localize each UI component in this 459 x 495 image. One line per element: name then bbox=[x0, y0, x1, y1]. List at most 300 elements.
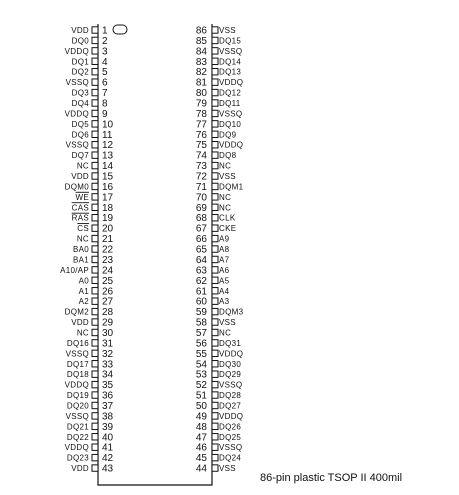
pin-pad bbox=[212, 402, 218, 408]
pin-50 bbox=[196, 401, 241, 412]
pin-pad bbox=[92, 381, 98, 387]
pin-64 bbox=[196, 255, 230, 266]
pin-number: 80 bbox=[195, 88, 207, 100]
pin-pad bbox=[92, 350, 98, 356]
pin-label: DQ20 bbox=[66, 401, 89, 411]
pin-21 bbox=[77, 234, 114, 245]
pin-63 bbox=[196, 265, 230, 276]
pin-number: 37 bbox=[102, 400, 114, 412]
pin-38 bbox=[66, 411, 114, 422]
pin-pad bbox=[212, 267, 218, 273]
pin-pad bbox=[212, 142, 218, 148]
pin-number: 17 bbox=[102, 192, 114, 204]
pin-11 bbox=[72, 130, 113, 141]
pin-pad bbox=[92, 402, 98, 408]
pin-66 bbox=[196, 234, 230, 245]
pin-number: 79 bbox=[195, 98, 207, 110]
pin-number: 59 bbox=[195, 307, 207, 319]
pin-label: VDD bbox=[71, 172, 89, 182]
pin-number: 23 bbox=[102, 254, 114, 266]
pin-label: DQ27 bbox=[219, 401, 242, 411]
pin-76 bbox=[196, 130, 237, 141]
pin-83 bbox=[196, 57, 241, 68]
pin-label: DQ30 bbox=[219, 359, 242, 369]
pin-number: 69 bbox=[195, 202, 207, 214]
pin-pad bbox=[92, 152, 98, 158]
pin-35 bbox=[65, 380, 114, 391]
pin-label: NC bbox=[219, 161, 232, 171]
pin-52 bbox=[196, 380, 243, 391]
pin-label: DQ22 bbox=[66, 432, 89, 442]
pin-51 bbox=[196, 391, 241, 402]
pin-label: DQ24 bbox=[219, 453, 242, 463]
pin-label: A8 bbox=[219, 245, 230, 255]
pin-15 bbox=[71, 172, 113, 183]
pin-pad bbox=[92, 131, 98, 137]
pin-label: NC bbox=[219, 328, 232, 338]
pin-label: DQ8 bbox=[219, 151, 237, 161]
pin-pad bbox=[212, 308, 218, 314]
pin-16 bbox=[65, 182, 114, 193]
pin-17 bbox=[76, 192, 114, 203]
pin-pad bbox=[92, 288, 98, 294]
pin-1 bbox=[71, 26, 108, 37]
pin-84 bbox=[196, 46, 243, 57]
pin-pad bbox=[212, 225, 218, 231]
pin-label: VSSQ bbox=[219, 109, 243, 119]
pin-number: 75 bbox=[195, 140, 207, 152]
pin-label: DQ16 bbox=[66, 338, 89, 348]
pin-label: DQ18 bbox=[66, 370, 89, 380]
pin-26 bbox=[79, 286, 114, 297]
pin-pad bbox=[212, 162, 218, 168]
pin-45 bbox=[196, 453, 241, 464]
pin-label: BA1 bbox=[72, 255, 89, 265]
pin-number: 21 bbox=[102, 234, 114, 246]
pin-pad bbox=[212, 392, 218, 398]
pin-pad bbox=[212, 110, 218, 116]
pin-number: 55 bbox=[195, 348, 207, 360]
pin-77 bbox=[196, 119, 241, 130]
pin-label: DQ12 bbox=[219, 88, 242, 98]
pin-label: DQ14 bbox=[219, 57, 242, 67]
pin-label: DQ23 bbox=[66, 453, 89, 463]
pin-number: 35 bbox=[102, 380, 114, 392]
pin-number: 25 bbox=[102, 275, 114, 287]
pin-number: 36 bbox=[102, 390, 114, 402]
pin-pad bbox=[212, 465, 218, 471]
pin-pad bbox=[212, 340, 218, 346]
pin-23 bbox=[73, 255, 114, 266]
pin-pad bbox=[212, 246, 218, 252]
pin-19 bbox=[72, 213, 114, 224]
pin-number: 13 bbox=[102, 150, 114, 162]
pin-53 bbox=[196, 370, 241, 381]
pin-label: DQM1 bbox=[219, 182, 244, 192]
pin-5 bbox=[72, 67, 108, 78]
pin-62 bbox=[196, 276, 230, 287]
pin-label: VDDQ bbox=[219, 78, 244, 88]
package-caption: 86-pin plastic TSOP II 400mil bbox=[260, 472, 403, 484]
pin-label: NC bbox=[76, 234, 89, 244]
pin-46 bbox=[196, 443, 243, 454]
pin-number: 38 bbox=[102, 411, 114, 423]
pin-label: DQ2 bbox=[71, 67, 89, 77]
pin-47 bbox=[196, 432, 241, 443]
pin-number: 15 bbox=[102, 171, 114, 183]
pin-71 bbox=[196, 182, 244, 193]
pin-label: A6 bbox=[219, 265, 230, 275]
pin-9 bbox=[65, 109, 108, 120]
pin-number: 64 bbox=[195, 254, 207, 266]
pin-number: 10 bbox=[102, 119, 114, 131]
pin-label: DQ7 bbox=[71, 151, 89, 161]
pin-number: 53 bbox=[195, 369, 207, 381]
pin-label: DQ9 bbox=[219, 130, 237, 140]
pin-pad bbox=[92, 256, 98, 262]
pin-70 bbox=[196, 192, 231, 203]
pin-label: DQ5 bbox=[71, 119, 89, 129]
pin-label: BA0 bbox=[72, 245, 89, 255]
pin-label: VDDQ bbox=[219, 140, 244, 150]
pin-label: CAS bbox=[71, 203, 89, 213]
pin-58 bbox=[196, 318, 236, 329]
pin-number: 70 bbox=[195, 192, 207, 204]
pin-number: 84 bbox=[195, 46, 207, 58]
pin-number: 85 bbox=[195, 35, 207, 47]
pin-73 bbox=[196, 161, 231, 172]
pin-pad bbox=[92, 246, 98, 252]
pin-number: 5 bbox=[102, 67, 108, 79]
pin-number: 73 bbox=[195, 161, 207, 173]
pin-pad bbox=[92, 173, 98, 179]
pin-number: 63 bbox=[195, 265, 207, 277]
pin-69 bbox=[196, 203, 231, 214]
pin-34 bbox=[67, 370, 114, 381]
pin-44 bbox=[196, 464, 236, 475]
pin-pad bbox=[212, 100, 218, 106]
pin-pad bbox=[92, 100, 98, 106]
pin-label: DQ31 bbox=[219, 338, 242, 348]
pin-label: VDD bbox=[71, 26, 89, 35]
pin-number: 9 bbox=[102, 108, 108, 120]
pin-label: A5 bbox=[219, 276, 230, 286]
pin-pad bbox=[212, 58, 218, 64]
pin-label: NC bbox=[76, 328, 89, 338]
pin-pad bbox=[212, 152, 218, 158]
pin-pad bbox=[212, 434, 218, 440]
pin-56 bbox=[196, 338, 241, 349]
pin-number: 56 bbox=[195, 338, 207, 350]
pin-67 bbox=[196, 224, 236, 235]
pin-number: 1 bbox=[102, 25, 108, 37]
pin-pad bbox=[92, 204, 98, 210]
pin-number: 41 bbox=[102, 442, 114, 454]
pin-number: 66 bbox=[195, 234, 207, 246]
pin-number: 8 bbox=[102, 98, 108, 110]
pin-pad bbox=[212, 235, 218, 241]
pin-pad bbox=[92, 308, 98, 314]
pin-pad bbox=[212, 89, 218, 95]
pin-54 bbox=[196, 359, 241, 370]
pin-number: 72 bbox=[195, 171, 207, 183]
pin-42 bbox=[67, 453, 114, 464]
pin-8 bbox=[72, 99, 108, 110]
pin-label: VDDQ bbox=[64, 443, 89, 453]
pin-label: VSS bbox=[219, 464, 236, 474]
pin-pad bbox=[212, 131, 218, 137]
pin-pad bbox=[212, 361, 218, 367]
pin-label: A0 bbox=[78, 276, 89, 286]
pin-55 bbox=[196, 349, 243, 360]
pin-82 bbox=[196, 67, 241, 78]
pin-85 bbox=[196, 36, 241, 47]
pin-pad bbox=[212, 194, 218, 200]
pin-label: DQ21 bbox=[66, 422, 89, 432]
pin-label: VDDQ bbox=[219, 349, 244, 359]
pin-number: 40 bbox=[102, 432, 114, 444]
pin-label: DQ17 bbox=[66, 359, 89, 369]
pin-label: RAS bbox=[71, 213, 89, 223]
pin-pad bbox=[212, 350, 218, 356]
pin-pad bbox=[92, 277, 98, 283]
pin-number: 11 bbox=[102, 129, 113, 141]
pin-number: 30 bbox=[102, 327, 114, 339]
pin-pad bbox=[92, 27, 98, 33]
pin-39 bbox=[67, 422, 114, 433]
pin-pad bbox=[212, 319, 218, 325]
pin-2 bbox=[72, 36, 108, 47]
pin-49 bbox=[196, 411, 243, 422]
pin-pad bbox=[92, 361, 98, 367]
pin-32 bbox=[66, 349, 114, 360]
pin-number: 47 bbox=[195, 432, 207, 444]
pin-number: 19 bbox=[102, 213, 114, 225]
pin-30 bbox=[77, 328, 114, 339]
pin-number: 78 bbox=[195, 108, 207, 120]
pin-86 bbox=[196, 26, 236, 37]
pin-label: VSSQ bbox=[65, 140, 89, 150]
pin-pad bbox=[212, 121, 218, 127]
pin1-notch-icon bbox=[113, 25, 127, 34]
pin-number: 77 bbox=[195, 119, 207, 131]
pin-number: 65 bbox=[195, 244, 207, 256]
pin-81 bbox=[196, 78, 243, 89]
pin-pad bbox=[212, 69, 218, 75]
pin-label: NC bbox=[219, 192, 232, 202]
pin-number: 42 bbox=[102, 453, 114, 465]
pin-25 bbox=[79, 276, 114, 287]
pin-pad bbox=[92, 215, 98, 221]
pin-pad bbox=[212, 413, 218, 419]
pin-number: 32 bbox=[102, 348, 114, 360]
pin-label: VDDQ bbox=[64, 380, 89, 390]
pin-number: 54 bbox=[195, 359, 207, 371]
pin-number: 82 bbox=[195, 67, 207, 79]
pin-number: 7 bbox=[102, 88, 108, 100]
pin-number: 51 bbox=[195, 390, 207, 402]
pin-label: VSS bbox=[219, 26, 236, 35]
pin-pad bbox=[92, 371, 98, 377]
pin-72 bbox=[196, 172, 236, 183]
pin-label: DQ13 bbox=[219, 67, 242, 77]
pin-label: CLK bbox=[219, 213, 236, 223]
pin-number: 57 bbox=[195, 327, 207, 339]
pin-label: DQ15 bbox=[219, 36, 242, 46]
pin-pad bbox=[92, 162, 98, 168]
pin-41 bbox=[65, 443, 114, 454]
pin-74 bbox=[196, 151, 237, 162]
pin-14 bbox=[77, 161, 114, 172]
pin-number: 20 bbox=[102, 223, 114, 235]
pin-label: VSSQ bbox=[65, 349, 89, 359]
right-pin-column bbox=[196, 26, 244, 475]
pin-60 bbox=[196, 297, 230, 308]
pin-48 bbox=[196, 422, 241, 433]
pin-pad bbox=[212, 215, 218, 221]
pin-12 bbox=[66, 140, 114, 151]
pin-label: DQM0 bbox=[64, 182, 89, 192]
pin-10 bbox=[72, 119, 114, 130]
pin-number: 24 bbox=[102, 265, 114, 277]
pin-label: VSS bbox=[219, 318, 236, 328]
pin-3 bbox=[65, 46, 108, 57]
pin-number: 43 bbox=[102, 463, 114, 475]
pin-pad bbox=[212, 204, 218, 210]
pin-label: DQ25 bbox=[219, 432, 242, 442]
pin-number: 61 bbox=[195, 286, 207, 298]
pin-75 bbox=[196, 140, 243, 151]
pin-label: DQ26 bbox=[219, 422, 242, 432]
pin-number: 60 bbox=[195, 296, 207, 308]
pin-number: 68 bbox=[195, 213, 207, 225]
pin-pad bbox=[92, 423, 98, 429]
pin-number: 39 bbox=[102, 421, 114, 433]
pin-29 bbox=[71, 318, 113, 329]
pin-number: 2 bbox=[102, 35, 108, 47]
pin-number: 12 bbox=[102, 140, 114, 152]
pin-label: DQ3 bbox=[71, 88, 89, 98]
pin-label: VDD bbox=[71, 318, 89, 328]
pin-pad bbox=[212, 371, 218, 377]
pin-label: DQM2 bbox=[64, 307, 89, 317]
pin-label: VSSQ bbox=[219, 443, 243, 453]
pin-pad bbox=[92, 454, 98, 460]
pin-43 bbox=[71, 464, 113, 475]
pin-61 bbox=[196, 286, 230, 297]
pin-pad bbox=[92, 340, 98, 346]
pin-number: 6 bbox=[102, 77, 108, 89]
pin-pad bbox=[92, 69, 98, 75]
pin-label: CS bbox=[77, 224, 89, 234]
pin-pad bbox=[92, 444, 98, 450]
pin-number: 4 bbox=[102, 56, 108, 68]
left-pin-column bbox=[60, 26, 113, 475]
pin-label: A10/AP bbox=[60, 265, 89, 275]
pin-number: 48 bbox=[195, 421, 207, 433]
pin-pad bbox=[212, 277, 218, 283]
pin-4 bbox=[72, 57, 108, 68]
pin-number: 71 bbox=[195, 181, 207, 193]
pin-pad bbox=[92, 298, 98, 304]
pin-pad bbox=[92, 267, 98, 273]
pin-pad bbox=[92, 37, 98, 43]
pin-pad bbox=[212, 183, 218, 189]
pin-pad bbox=[92, 413, 98, 419]
pin-label: A4 bbox=[219, 286, 230, 296]
pin-27 bbox=[79, 297, 114, 308]
pin-pad bbox=[92, 225, 98, 231]
pin-pad bbox=[212, 454, 218, 460]
pin-number: 50 bbox=[195, 400, 207, 412]
pin-pad bbox=[212, 423, 218, 429]
pin-number: 33 bbox=[102, 359, 114, 371]
pin-37 bbox=[67, 401, 114, 412]
pin-number: 76 bbox=[195, 129, 207, 141]
pin-pad bbox=[92, 79, 98, 85]
pin-number: 44 bbox=[195, 463, 207, 475]
pin-78 bbox=[196, 109, 243, 120]
pin-pad bbox=[212, 256, 218, 262]
pin-number: 28 bbox=[102, 307, 114, 319]
pin-pad bbox=[212, 444, 218, 450]
pin-number: 46 bbox=[195, 442, 207, 454]
pin-pad bbox=[92, 235, 98, 241]
pin-pad bbox=[212, 288, 218, 294]
pin-label: DQ11 bbox=[219, 99, 241, 109]
pin-pad bbox=[92, 110, 98, 116]
pin-label: DQ28 bbox=[219, 391, 242, 401]
pin-label: CKE bbox=[219, 224, 237, 234]
pin-13 bbox=[72, 151, 114, 162]
pin-pad bbox=[212, 329, 218, 335]
pin-label: VSSQ bbox=[219, 46, 243, 56]
pin-pad bbox=[92, 48, 98, 54]
pin-pad bbox=[92, 142, 98, 148]
pin-pad bbox=[212, 381, 218, 387]
pin-number: 3 bbox=[102, 46, 108, 58]
pin-pad bbox=[92, 58, 98, 64]
pin-20 bbox=[77, 224, 113, 235]
pin-22 bbox=[73, 245, 114, 256]
pin-33 bbox=[67, 359, 114, 370]
pin-number: 22 bbox=[102, 244, 114, 256]
pin-number: 45 bbox=[195, 453, 207, 465]
pin-label: VDD bbox=[71, 464, 89, 474]
pin-pad bbox=[92, 121, 98, 127]
pin-number: 29 bbox=[102, 317, 114, 329]
pin-number: 81 bbox=[195, 77, 207, 89]
pin-pad bbox=[212, 27, 218, 33]
pin-label: VDDQ bbox=[64, 109, 89, 119]
pin-65 bbox=[196, 245, 230, 256]
pin-number: 67 bbox=[195, 223, 207, 235]
pin-label: DQ19 bbox=[66, 391, 89, 401]
pin-pad bbox=[92, 194, 98, 200]
pin-6 bbox=[66, 78, 108, 89]
pin-pad bbox=[212, 48, 218, 54]
pin-number: 86 bbox=[195, 25, 207, 37]
pin-28 bbox=[65, 307, 114, 318]
pin-7 bbox=[72, 88, 108, 99]
pin-number: 62 bbox=[195, 275, 207, 287]
pin-24 bbox=[60, 265, 113, 276]
pin-number: 52 bbox=[195, 380, 207, 392]
pin-label: WE bbox=[75, 192, 89, 202]
pin-31 bbox=[67, 338, 114, 349]
pin-79 bbox=[196, 99, 241, 110]
pin-36 bbox=[67, 391, 114, 402]
